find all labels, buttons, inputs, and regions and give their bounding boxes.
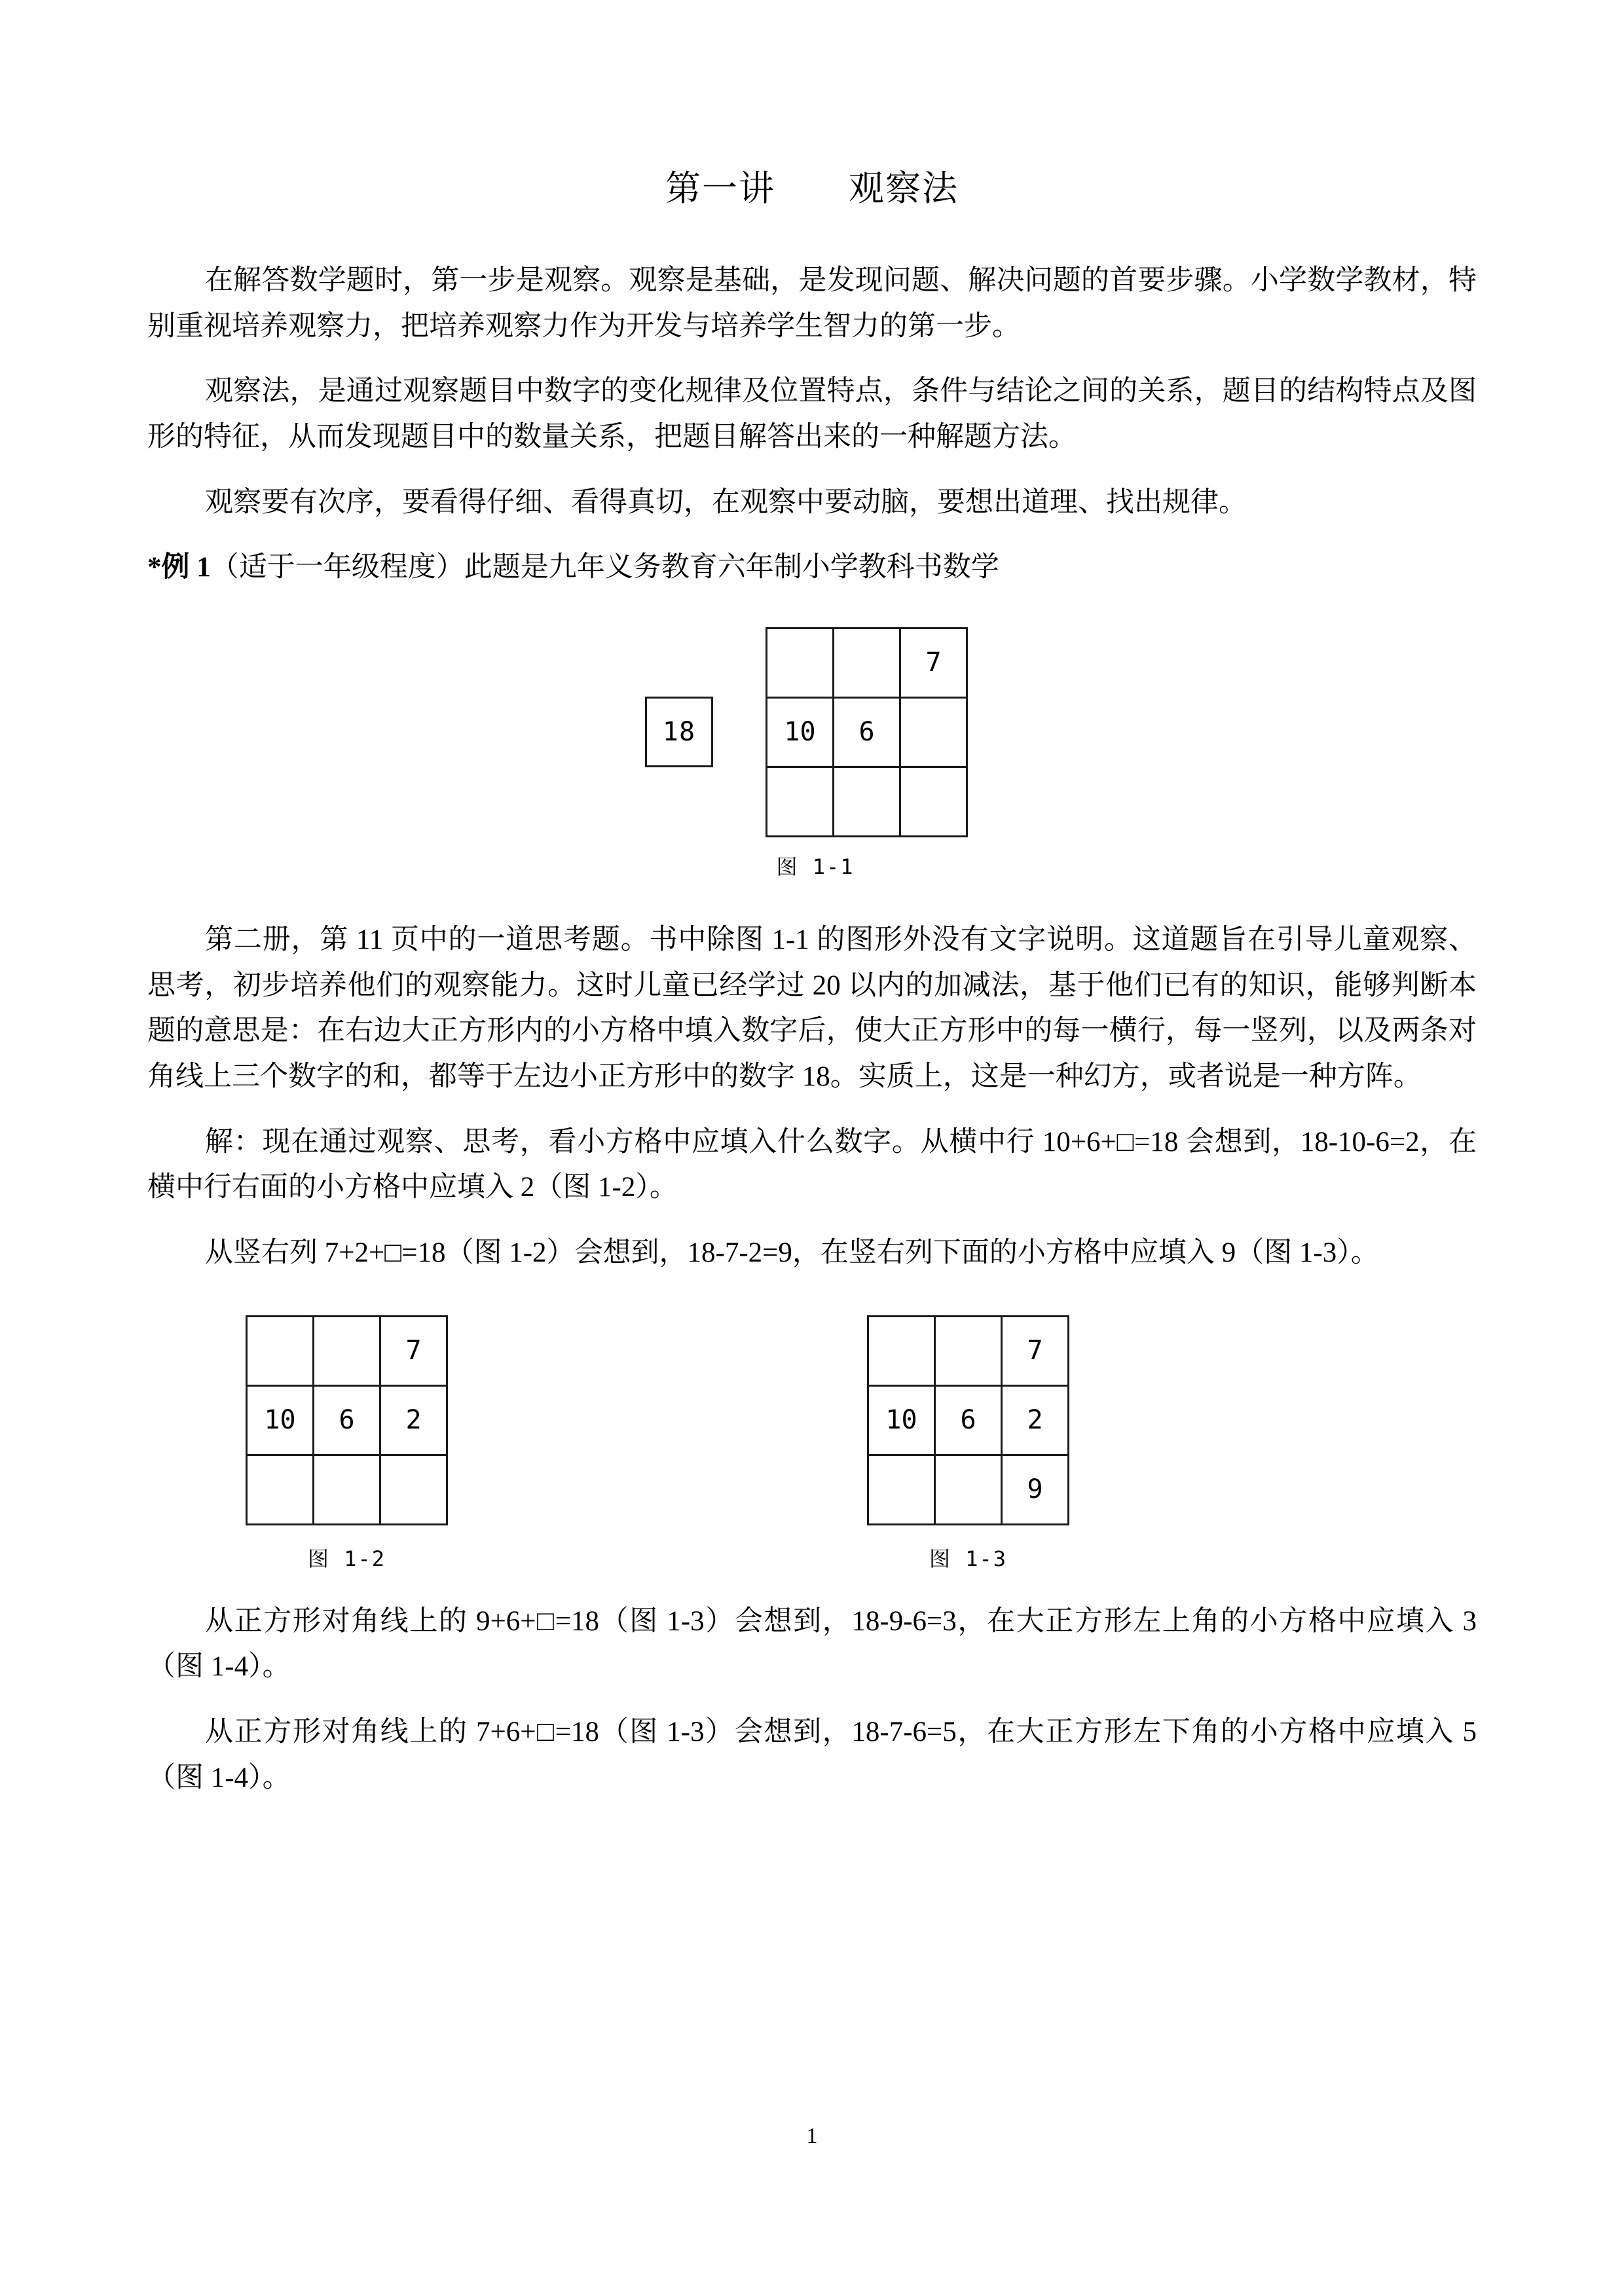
grid-cell: 6 (936, 1387, 1003, 1456)
grid-cell (901, 699, 968, 768)
grid-cell (314, 1456, 381, 1525)
figure-1-1 (147, 627, 1477, 881)
paragraph-intro-3: 观察要有次序，要看得仔细、看得真切，在观察中要动脑，要想出道理、找出规律。 (205, 486, 1247, 518)
grid-cell: 2 (381, 1387, 448, 1456)
paragraph-solution-1: 解：现在通过观察、思考，看小方格中应填入什么数字。从横中行 10+6+□=18 会想到，18-10-6=2，在横中行右面的小方格中应填入 2（图 1-2）。 (147, 1126, 1477, 1203)
grid-cell (248, 1456, 314, 1525)
grid-cell: 7 (381, 1317, 448, 1387)
grid-cell (248, 1317, 314, 1387)
example-heading (147, 545, 1477, 591)
page-content (147, 0, 1477, 1820)
grid-cell (767, 629, 834, 699)
grid-cell: 10 (248, 1387, 314, 1456)
grid-cell (767, 768, 834, 837)
figure-pair-1-2-1-3 (147, 1315, 1477, 1573)
grid-cell: 10 (869, 1387, 936, 1456)
grid-cell: 6 (314, 1387, 381, 1456)
grid-cell: 10 (767, 699, 834, 768)
grid-cell: 9 (1003, 1456, 1069, 1525)
grid-cell (901, 768, 968, 837)
grid-cell: 7 (901, 629, 968, 699)
figure-1-2 (246, 1315, 448, 1573)
grid-cell: 7 (1003, 1317, 1069, 1387)
example-text: （适于一年级程度）此题是九年义务教育六年制小学教科书数学 (210, 552, 999, 583)
grid-cell (314, 1317, 381, 1387)
grid-cell (381, 1456, 448, 1525)
figure-1-1-caption: 图 1-1 (776, 854, 855, 879)
paragraph-intro-2: 观察法，是通过观察题目中数字的变化规律及位置特点，条件与结论之间的关系，题目的结构特点及图形的特征，从而发现题目中的数量关系，把题目解答出来的一种解题方法。 (147, 376, 1477, 452)
paragraph-solution-2: 从竖右列 7+2+□=18（图 1-2）会想到，18-7-2=9，在竖右列下面的小方格中应填入 9（图 1-3）。 (205, 1237, 1379, 1268)
grid-cell (936, 1317, 1003, 1387)
paragraph-problem-statement: 第二册，第 11 页中的一道思考题。书中除图 1-1 的图形外没有文字说明。这道题旨在引导儿童观察、思考，初步培养他们的观察能力。这时儿童已经学过 20 以内的加减法，基于他们已有的知识，能够判断本题的意思是：在右边大正方形内的小方格中填入数字后，使大正方形中的每一横行，每一竖列，以及两条对角线上三个数字的和，都等于左边小正方形中的数字 18。实质上，这是一种幻方，或者说是一种方阵。 (147, 924, 1477, 1092)
paragraph-intro-1: 在解答数学题时，第一步是观察。观察是基础，是发现问题、解决问题的首要步骤。小学数学教材，特别重视培养观察力，把培养观察力作为开发与培养学生智力的第一步。 (147, 265, 1477, 342)
grid-cell (834, 768, 901, 837)
grid-cell: 6 (834, 699, 901, 768)
grid-cell (936, 1456, 1003, 1525)
grid-cell (869, 1317, 936, 1387)
figure-1-1-body (645, 627, 1477, 837)
example-label: *例 1 (147, 552, 211, 583)
figure-1-2-caption: 图 1-2 (307, 1546, 386, 1571)
figure-1-3-caption: 图 1-3 (929, 1546, 1008, 1571)
magic-square-grid-1 (766, 627, 968, 837)
figure-pair-spacer (448, 1315, 867, 1573)
page-number: 1 (806, 2124, 818, 2148)
target-sum-box: 18 (645, 697, 713, 767)
figure-1-3 (867, 1315, 1069, 1573)
grid-cell: 2 (1003, 1387, 1069, 1456)
paragraph-solution-3: 从正方形对角线上的 9+6+□=18（图 1-3）会想到，18-9-6=3，在大正方形左上角的小方格中应填入 3（图 1-4）。 (147, 1605, 1477, 1683)
page-title: 第一讲 观察法 (665, 169, 959, 208)
grid-cell (869, 1456, 936, 1525)
magic-square-grid-3 (867, 1315, 1069, 1525)
paragraph-solution-4: 从正方形对角线上的 7+6+□=18（图 1-3）会想到，18-7-6=5，在大正方形左下角的小方格中应填入 5（图 1-4）。 (147, 1716, 1477, 1793)
grid-cell (834, 629, 901, 699)
magic-square-grid-2 (246, 1315, 448, 1525)
